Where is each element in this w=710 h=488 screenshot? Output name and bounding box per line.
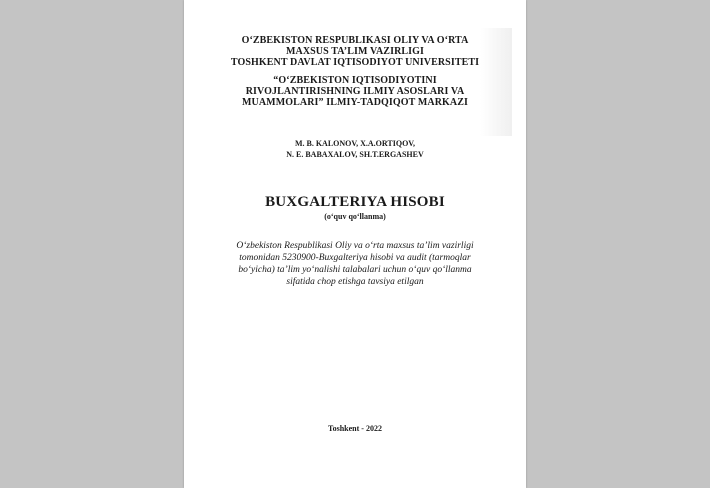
university-line: TOSHKENT DAVLAT IQTISODIYOT UNIVERSITETI [230, 57, 480, 68]
book-title: BUXGALTERIYA HISOBI [265, 194, 445, 210]
document-page [184, 0, 526, 488]
authors-line-1: M. B. KALONOV, X.A.ORTIQOV, [294, 139, 416, 148]
approval-text-line-4: sifatida chop etishga tavsiya etilgan [286, 277, 424, 287]
ministry-line-1: O‘ZBEKISTON RESPUBLIKASI OLIY VA O‘RTA [241, 35, 469, 46]
research-center-line-2: RIVOJLANTIRISHNING ILMIY ASOSLARI VA [245, 86, 465, 97]
ministry-line-2: MAXSUS TA’LIM VAZIRLIGI [285, 46, 425, 57]
approval-text-line-2: tomonidan 5230900-Buxgalteriya hisobi va audit (tarmoqlar [239, 253, 471, 263]
research-center-line-3: MUAMMOLARI” ILMIY-TADQIQOT MARKAZI [242, 97, 468, 108]
book-subtitle: (o‘quv qo‘llanma) [324, 212, 386, 221]
scan-shadow [480, 28, 512, 136]
approval-text-line-1: O‘zbekiston Respublikasi Oliy va o‘rta maxsus ta’lim vazirligi [236, 241, 474, 251]
place-and-year: Toshkent - 2022 [328, 424, 382, 433]
research-center-line-1: “O‘ZBEKISTON IQTISODIYOTINI [273, 75, 437, 86]
authors-line-2: N. E. BABAXALOV, SH.T.ERGASHEV [286, 150, 424, 159]
approval-text-line-3: bo‘yicha) ta’lim yo‘nalishi talabalari uchun o‘quv qo‘llanma [238, 265, 472, 275]
